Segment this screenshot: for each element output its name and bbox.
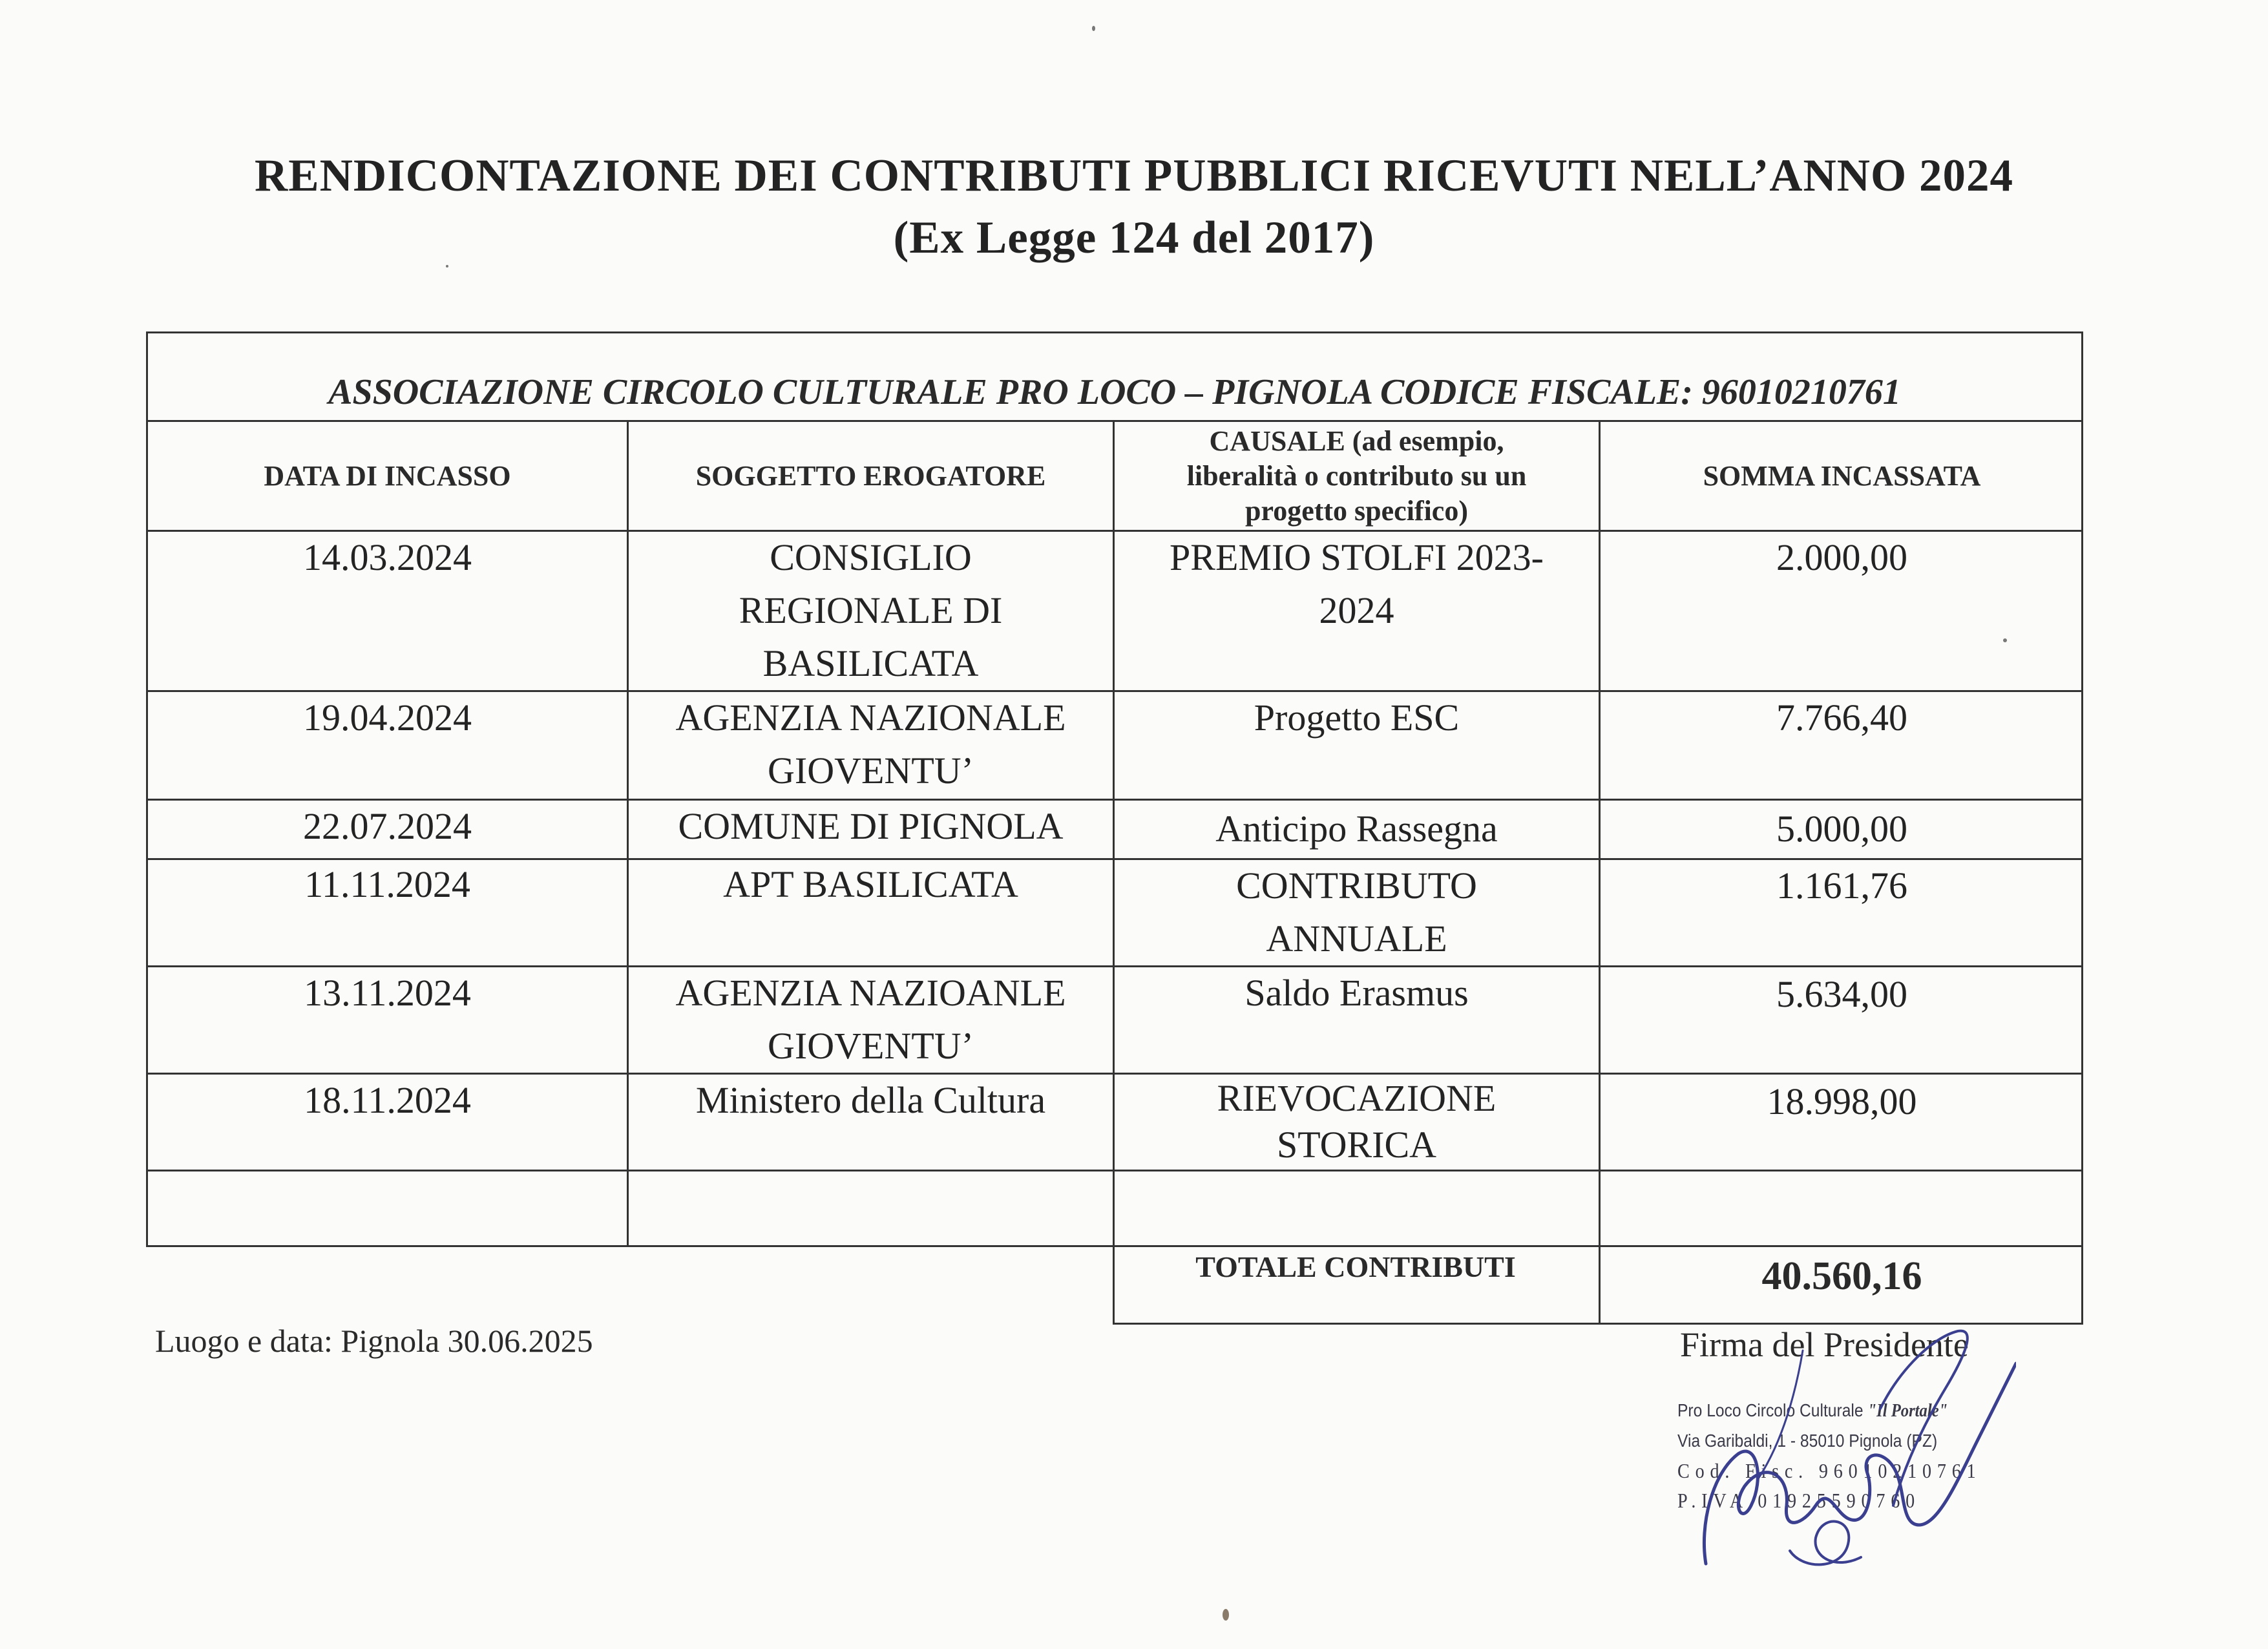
row-reason — [1115, 1075, 1599, 1168]
table-rule — [146, 1170, 2083, 1171]
reason-line: Anticipo Rassegna — [1215, 808, 1498, 850]
total-value: 40.560,16 — [1761, 1254, 1922, 1298]
signature-stroke — [1880, 1331, 1968, 1506]
row-payer — [629, 800, 1113, 853]
row-payer — [629, 967, 1113, 1073]
row-reason — [1115, 803, 1599, 856]
row-date: 11.11.2024 — [304, 863, 470, 905]
row-reason — [1115, 967, 1599, 1020]
row-amount: 5.634,00 — [1776, 973, 1907, 1015]
stamp-line: Via Garibaldi, 1 - 85010 Pignola (PZ) — [1677, 1431, 1938, 1451]
reason-line: RIEVOCAZIONE — [1217, 1077, 1496, 1119]
row-reason — [1115, 859, 1599, 965]
row-date: 18.11.2024 — [304, 1079, 471, 1121]
row-amount: 7.766,40 — [1776, 697, 1907, 739]
row-reason — [1115, 691, 1599, 744]
header-reason — [1115, 422, 1599, 530]
payer-line: GIOVENTU’ — [768, 1025, 974, 1067]
header-amount: SOMMA INCASSATA — [1703, 459, 1981, 492]
reason-line: ANNUALE — [1266, 918, 1447, 960]
payer-line: REGIONALE DI — [739, 589, 1003, 631]
row-date: 13.11.2024 — [304, 972, 471, 1014]
president-signature — [1654, 1312, 2016, 1583]
reason-line: Saldo Erasmus — [1244, 972, 1469, 1014]
header-reason-line: progetto specifico) — [1245, 494, 1468, 527]
reason-line: CONTRIBUTO — [1236, 865, 1477, 907]
header-payer: SOGGETTO EROGATORE — [695, 459, 1046, 492]
scan-speck — [446, 265, 448, 268]
stamp-brand: "Il Portale" — [1867, 1401, 1948, 1421]
row-date: 14.03.2024 — [303, 536, 472, 578]
row-payer — [629, 1074, 1113, 1127]
payer-line: COMUNE DI PIGNOLA — [678, 805, 1064, 847]
row-payer — [629, 691, 1113, 797]
payer-line: BASILICATA — [762, 642, 979, 684]
scan-speck — [1223, 1609, 1229, 1621]
header-reason-line: liberalità o contributo su un — [1186, 459, 1527, 492]
reason-line: 2024 — [1319, 589, 1394, 631]
row-payer — [629, 858, 1113, 911]
association-header: ASSOCIAZIONE CIRCOLO CULTURALE PRO LOCO – PIGNOLA CODICE FISCALE: 96010210761 — [328, 372, 1901, 412]
signature-stroke — [1758, 1350, 1803, 1480]
row-payer — [629, 531, 1113, 690]
document-subtitle: (Ex Legge 124 del 2017) — [893, 213, 1375, 263]
row-date: 19.04.2024 — [303, 697, 472, 739]
place-and-date: Luogo e data: Pignola 30.06.2025 — [155, 1323, 593, 1359]
scan-speck — [2003, 638, 2007, 642]
scan-speck — [1092, 26, 1095, 31]
stamp-line: Cod. Fisc. 96010210761 — [1677, 1459, 1982, 1482]
row-reason — [1115, 531, 1599, 637]
signature-stroke — [1704, 1363, 2016, 1564]
payer-line: APT BASILICATA — [723, 863, 1018, 905]
row-date: 22.07.2024 — [303, 805, 472, 847]
header-date: DATA DI INCASSO — [264, 459, 511, 492]
reason-line: Progetto ESC — [1254, 697, 1460, 739]
document-title: RENDICONTAZIONE DEI CONTRIBUTI PUBBLICI RICEVUTI NELL’ANNO 2024 — [254, 151, 2014, 201]
payer-line: Ministero della Cultura — [695, 1079, 1046, 1121]
total-label: TOTALE CONTRIBUTI — [1195, 1250, 1516, 1283]
signature-stroke — [1790, 1522, 1861, 1565]
reason-line: PREMIO STOLFI 2023- — [1170, 536, 1544, 578]
payer-line: GIOVENTU’ — [768, 750, 974, 792]
reason-line: STORICA — [1276, 1124, 1437, 1166]
row-amount: 5.000,00 — [1776, 808, 1907, 850]
payer-line: AGENZIA NAZIOANLE — [675, 972, 1066, 1014]
payer-line: AGENZIA NAZIONALE — [675, 697, 1066, 739]
signature-label: Firma del Presidente — [1680, 1325, 1969, 1364]
stamp-line: P.IVA 01925590760 — [1677, 1489, 1920, 1512]
payer-line: CONSIGLIO — [770, 536, 972, 578]
stamp-name: Pro Loco Circolo Culturale — [1677, 1400, 1868, 1420]
row-amount: 2.000,00 — [1776, 536, 1907, 578]
row-amount: 18.998,00 — [1767, 1080, 1917, 1122]
row-amount: 1.161,76 — [1776, 865, 1907, 907]
header-reason-line: CAUSALE (ad esempio, — [1209, 425, 1504, 457]
